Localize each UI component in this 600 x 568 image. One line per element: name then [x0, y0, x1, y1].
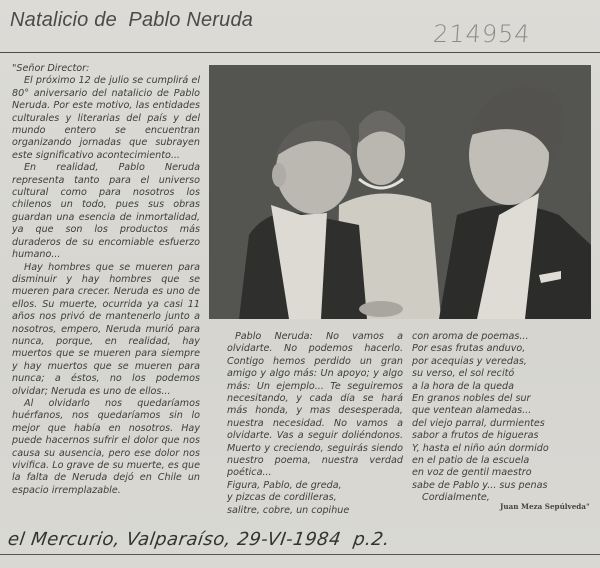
photo-neruda-with-guests [209, 65, 591, 319]
paragraph: En realidad, Pablo Neruda representa tanto para el universo cultural como para nosotros los chilenos un todo, pues sus obras guardan una esencia de inmortalidad, ya que son los productos más duraderos de su encomiable esfuerzo humano... [12, 162, 200, 261]
prose-paragraph: Pablo Neruda: No vamos a olvidarte. No podemos hacerlo. Contigo hemos perdido un gran amigo y algo más: Un apoyo; y algo más: Un ejemplo... Te seguiremos necesitando, y cada día se hará más honda, y mas desesperada, nuestra necesidad. No vamos a olvidarte. Vas a seguir doliéndonos. Muerto y creciendo, seguirás siendo nuestro poema, nuestra verdad poética... [227, 331, 403, 479]
author-signature: Juan Meza Sepúlveda" [500, 502, 590, 511]
verse-line: salitre, cobre, un copihue [227, 504, 350, 516]
verse-line: en voz de gentil maestro [412, 467, 532, 479]
closing: Cordialmente, [422, 492, 490, 504]
verse-line: su verso, el sol recitó [412, 368, 515, 380]
paragraph: Hay hombres que se mueren para disminuir y hay hombres que se mueren para crecer. Neruda es uno de ellos. Su muerte, ocurrida ya casi 11 años nos privó de mantenerlo junto a nosotros, empero, Neruda murió para nunca, porque, en realidad, hay muertos que se mueren para siempre y hay muertos que se mueren para nunca; a éstos, no los podemos olvidar; Neruda es uno de ellos... [12, 261, 200, 397]
verse-line: con aroma de poemas... [412, 331, 529, 342]
column-3 [412, 331, 592, 505]
paragraph: El próximo 12 de julio se cumplirá el 80° aniversario del natalicio de Pablo Neruda. Por este motivo, las entidades culturales y literarias del país y del mundo entero se encuentran organizando jornadas que subrayen este significativo acontecimiento... [12, 75, 200, 161]
headline: Natalicio de Pablo Neruda [10, 9, 254, 31]
top-rule [0, 52, 600, 53]
source-citation: el Mercurio, Valparaíso, 29-VI-1984 p.2. [6, 529, 392, 550]
verse-line: y pizcas de cordilleras, [227, 492, 337, 504]
verse-line: sabor a frutos de higueras [412, 430, 539, 442]
photo-three-people-icon [209, 65, 591, 319]
verse-line: Figura, Pablo, de greda, [227, 479, 342, 491]
verse-line: En granos nobles del sur [412, 393, 531, 405]
column-1 [12, 63, 200, 497]
verse-line: del viejo parral, durmientes [412, 417, 545, 429]
verse-line: por acequias y veredas, [412, 355, 527, 367]
salutation: "Señor Director: [12, 63, 90, 74]
verse-line: que ventean alamedas... [412, 405, 532, 417]
verse-line: Por esas frutas anduvo, [412, 343, 526, 355]
verse-line: a la hora de la queda [412, 380, 515, 392]
archive-number: 214954 [432, 20, 532, 48]
paragraph: Al olvidarlo nos quedaríamos huérfanos, nos quedaríamos sin lo mejor que había en nosotros. Hay puede hacernos sufrir el dolor que nos causa su ausencia, pero ese dolor nos vivifica. Lo grave de su muerte, es que la falta de Neruda dejó en Chile un espacio irremplazable. [12, 397, 200, 496]
column-2 [227, 331, 403, 517]
bottom-rule [0, 554, 600, 555]
verse-line: sabe de Pablo y... sus penas [412, 479, 548, 491]
verse-line: en el patio de la escuela [412, 455, 530, 467]
verse-line: Y, hasta el niño aún dormido [412, 442, 549, 454]
